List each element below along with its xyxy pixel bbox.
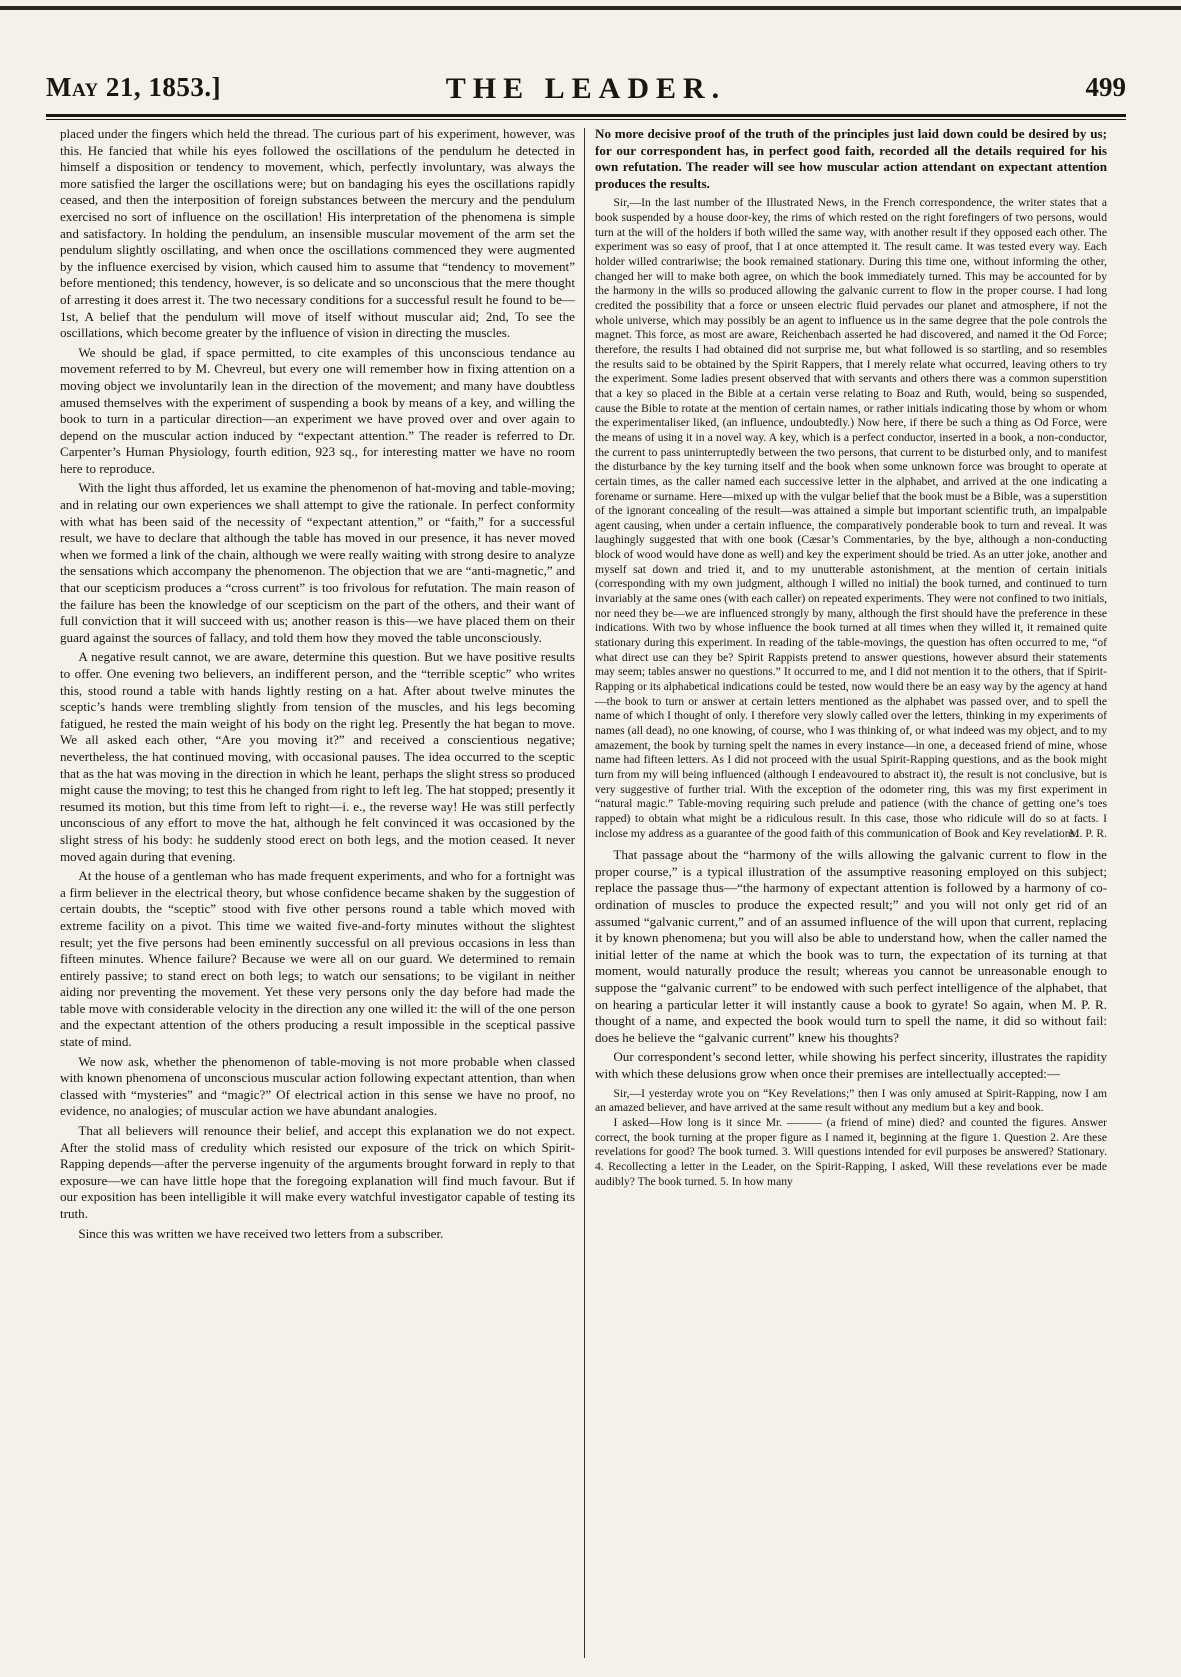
column-divider bbox=[584, 128, 585, 1658]
article-intro: No more decisive proof of the truth of the principles just laid down could be desired by us; for our correspondent has, in perfect good faith, recorded all the details required for his own refutation. The reader will see how muscular action attendant on expectant attention produces the results. bbox=[595, 126, 1107, 191]
masthead-rule bbox=[46, 114, 1126, 117]
article-paragraph: We now ask, whether the phenomenon of table-moving is not more probable when classed with known phenomena of unconscious muscular action following expectant attention, than when classed with “mysteries” and “magic?” Of electrical action in this sense we have no proof, no evidence, no analogies; of muscular action we have abundant analogies. bbox=[60, 1053, 575, 1119]
newspaper-title: THE LEADER. bbox=[445, 72, 727, 105]
article-paragraph: Since this was written we have received two letters from a subscriber. bbox=[78, 1225, 444, 1241]
masthead-rule-thin bbox=[46, 119, 1126, 120]
commentary-paragraph: That passage about the “harmony of the wills allowing the galvanic current to flow in the proper course,” is a typical illustration of the assumptive reasoning employed on this subject; replace the passage thus—“the harmony of expectant attention is followed by a harmony of co-ordination of muscles to produce the expected result;” and you will not only get rid of an assumed “galvanic current,” and of an assumed influence of the will upon that current, replacing it by known phenomena; but you will also be able to understand how, when the caller named the initial letter of the name at which the book was to turn, the expectation of its turning at that moment, would naturally produce the result; whereas you cannot be unreasonable enough to suppose the “galvanic current” to be endowed with such perfect intelligence of the alphabet, that on hearing a particular letter it will instantly cause a book to gyrate! So again, when M. P. R. thought of a name, and expected the book would turn to spell the name, it did so without fail: does he believe the “galvanic current” knew his thoughts? bbox=[595, 847, 1107, 1045]
letter-signature: M. P. R. bbox=[1069, 826, 1107, 840]
editorial-commentary bbox=[595, 847, 1107, 1082]
article-paragraph: At the house of a gentleman who has made frequent experiments, and who for a fortnight was a firm believer in the electrical theory, but whose confidence became shaken by the suggestion of certain doubts, the “sceptic” stood with five other persons round a table which moved with extreme facility on a pivot. This time we waited five-and-forty minutes without the slightest result; yet the five persons had been eminently successful on all previous occasions in less than fifteen minutes. Whence failure? Because we were all on our guard. We determined to remain entirely passive; to stand erect on both legs; to watch our sensations; to be vigilant in neither aiding nor preventing the movement. Yet these very persons only the day before had made the table move with considerable velocity in the direction any one willed it: the will of the one person and the expectant attention of the others producing a result impossible in the sceptical passive state of mind. bbox=[60, 868, 575, 1050]
top-rule bbox=[0, 6, 1181, 10]
article-paragraph: With the light thus afforded, let us examine the phenomenon of hat-moving and table-moving; and in relating our own experiences we shall attempt to give the rationale. In perfect conformity with what has been said of the necessity of “expectant attention,” or “faith,” for a successful result, we have to declare that although the table has moved in our presence, it has never moved when we formed a link of the chain, although we were really waiting with strong desire to analyze the sensations which accompany the phenomenon. The objection that we are “anti-magnetic,” and that our scepticism produces a “cross current” is too frivolous for refutation. The main reason of the failure has been the knowledge of our scepticism on the part of the others, and their want of full conviction that it will succeed with us; another reason is this—we have placed them on their guard against the sources of fallacy, and told them how they moved the table unconsciously. bbox=[60, 480, 575, 645]
issue-date: May 21, 1853.] bbox=[46, 72, 222, 102]
article-paragraph: A negative result cannot, we are aware, determine this question. But we have positive results to offer. One evening two believers, an indifferent person, and the “terrible sceptic” who writes this, stood round a table with hands lightly resting on a hat. After about twelve minutes the sceptic’s hands were trembling slightly from tension of the muscles, and his legs becoming fatigued, he rested the main weight of his body on the right leg. Presently the hat began to move. We all asked each other, “Are you moving it?” and received a conscientious negative; nevertheless, the hat continued moving, with occasional pauses. The idea occurred to the sceptic that as the hat was moving in the direction in which he leant, perhaps the slight stress so produced might cause the moving; to test this he changed from right to left leg. The hat stopped; presently it resumed its motion, but this time from left to right—i. e., the reverse way! He was still perfectly unconscious of any effort to move the hat, although he felt convinced it was occasioned by the slight stress of his body: he suddenly stood erect on both legs, and the motion ceased. It never moved again during that evening. bbox=[60, 649, 575, 864]
masthead bbox=[46, 72, 1126, 112]
correspondent-letter-one bbox=[595, 196, 1107, 841]
left-column bbox=[60, 126, 575, 1242]
article-paragraph: That all believers will renounce their belief, and accept this explanation we do not expect. After the stolid mass of credulity which resisted our exposure of the trick on which Spirit-Rapping depends—after the perverse ingenuity of the arguments brought forward in reply to that exposure—we can have little hope that the foregoing explanation will find much favour. But if our exposition has been intelligible it will make every watchful investigator capable of testing its truth. bbox=[60, 1123, 575, 1221]
article-paragraph: placed under the fingers which held the thread. The curious part of his experiment, however, was this. He fancied that while his eyes followed the oscillations of the pendulum he detected in himself a disposition or tendency to movement, which, perfectly involuntary, was always the more satisfied the larger the oscillations were; but on bandaging his eyes the oscillations rapidly ceased, and then the interposition of foreign substances between the mercury and the pendulum exercised no sort of influence on the oscillation! His interpretation of the phenomena is simple and satisfactory. In holding the pendulum, an insensible muscular movement of the arm set the pendulum slightly oscillating, and when once the oscillations commenced they were augmented by the influence exercised by vision, which caused him to assume that “tendency to movement” before mentioned; this tendency, however, is so delicate and so unconscious that the mere thought of arresting it does arrest it. The two necessary conditions for a successful result he found to be—1st, A belief that the pendulum will move of itself without muscular aid; 2nd, To see the oscillations, which become greater by the influence of vision in directing the muscles. bbox=[60, 126, 575, 341]
page-number: 499 bbox=[1085, 72, 1126, 102]
correspondent-letter-two bbox=[595, 1087, 1107, 1190]
right-column bbox=[595, 126, 1107, 1189]
letter-text: Sir,—I yesterday wrote you on “Key Revelations;” then I was only amused at Spirit-Rapping, now I am an amazed believer, and have arrived at the same result without any medium but a key and book. bbox=[595, 1086, 1107, 1115]
letter-text: Sir,—In the last number of the Illustrated News, in the French correspondence, the writer states that a book suspended by a house door-key, the rims of which rested on the right forefingers of two persons, would turn at the will of the holders if both willed the same way, with another result if they opposed each other. The experiment was so easy of proof, that I at once attempted it. The result came. It was tested every way. Each holder willed contrariwise; the book remained stationary. During this time one, without informing the other, changed her will to make both agree, on which the book immediately turned. This may be accounted for by the harmony in the wills so produced allowing the galvanic current to flow in the proper course. I had long credited the possibility that a force or unseen electric fluid pervades our planet and atmosphere, if not the whole universe, which may possibly be an agent to influence us in the same degree that the pole controls the magnet. This force, as most are aware, Reichenbach asserted he had discovered, and named it the Od Force; therefore, the results I had obtained did not surprise me, but what followed is so startling, and so resembles the results said to be obtained by the Spirit Rappers, that I merely relate what occurred, leaving others to try the experiment. Some ladies present observed that with servants and others there was a common superstition that a key so placed in the Bible at a certain verse relating to Boaz and Ruth, would, being so suspended, cause the Bible to rotate at the mention of certain names, or rather initials indicating those by whom or whom the experimentaliser liked, (an influence, undoubtedly.) Now here, if there be such a thing as Od Force, were the means of using it in a novel way. A key, which is a perfect conductor, inserted in a book, a non-conductor, the current to pass uninterruptedly between the two persons, that current to be disturbed only, and to manifest the disturbance by the key turning itself and the book when some unknown force was brought to operate at certain times, as the caller named each successive letter in the alphabet, and arrived at the one indicating a forename or surname. Here—mixed up with the vulgar belief that the book must be a Bible, was a superstition of the ignorant concealing of the result—was attained a simple but important scientific truth, an impalpable agent causing, when under a certain influence, the comparatively ponderable book to turn and reveal. It was laughingly suggested that with one book (Cæsar’s Commentaries, by the bye, although a non-conducting block of wood would have done as well) and key the experiment should be tried. As an utter joke, another and myself sat down and tried it, and to my unutterable astonishment, at the mention of certain initials (corresponding with my own judgment, although I willed no initial) the book turned, and continued to turn invariably at the same ones (with each caller) on repeated experiments. They were not confined to two initials, nor need they be—we are influenced strongly by many, although the first should have the preference in these indications. With two by whose influence the book turned at all times when they willed it, it remained quite stationary during this experiment. In reading of the table-movings, the question has often occurred to me, “of what direct use can they be? Spirit Rappists pretend to answer questions, however absurd their statements may seem; tables answer no questions.” It occurred to me, and I did not mention it to the others, that if Spirit-Rapping or its alphabetical indications could be tested, now would there be an easy way by the agency at hand—the book to turn or answer at certain letters mentioned as the alphabet was passed over, and to spell the name of which I thought of only. I therefore very slowly called over the letters, thinking in my experiments of names (all dead), no one knowing, of course, who I was thinking of, or what indeed was my object, and to my amazement, the book by turning spelt the names in every instance—in one, a deceased friend of mine, whose name had fifteen letters. As I did not proceed with the usual Spirit-Rapping questions, and as the book might turn from my will being influenced (although I endeavoured to abstract it), the result is not conclusive, but is very suggestive of further trial. With the exception of the odometer ring, this was my first experiment in “natural magic.” Table-moving requiring such prelude and patience (with the chance of getting one’s toes rapped) to obtain what might be a ridiculous result. In this case, those who ridicule will do so at facts. I inclose my address as a guarantee of the good faith of this communication of Book and Key revelations. bbox=[595, 196, 1107, 840]
commentary-paragraph: Our correspondent’s second letter, while showing his perfect sincerity, illustrates the rapidity with which these delusions grow when once their premises are intellectually accepted:— bbox=[595, 1049, 1107, 1081]
letter-text: I asked—How long is it since Mr. ——— (a friend of mine) died? and counted the figures. Answer correct, the book turning at the proper figure as I named it, beginning at the figure 1. Question 2. Are these revelations for good? The book turned. 3. Will questions intended for evil purposes be answered? Stationary. 4. Recollecting a letter in the Leader, on the Spirit-Rapping, I asked, Will these revelations ever be made audibly? The book turned. 5. In how many bbox=[595, 1115, 1107, 1188]
article-paragraph: We should be glad, if space permitted, to cite examples of this unconscious tendance au movement referred to by M. Chevreul, but every one will remember how in fixing attention on a moving object we involuntarily lean in the direction of the movement; and many have doubtless amused themselves with the experiment of suspending a book by means of a key, and willing the book to turn in a particular direction—an experiment we have proved over and over again to depend on the muscular action induced by “expectant attention.” The reader is referred to Dr. Carpenter’s Human Physiology, fourth edition, 923 sq., for interesting matter we have no room here to reproduce. bbox=[60, 344, 575, 476]
